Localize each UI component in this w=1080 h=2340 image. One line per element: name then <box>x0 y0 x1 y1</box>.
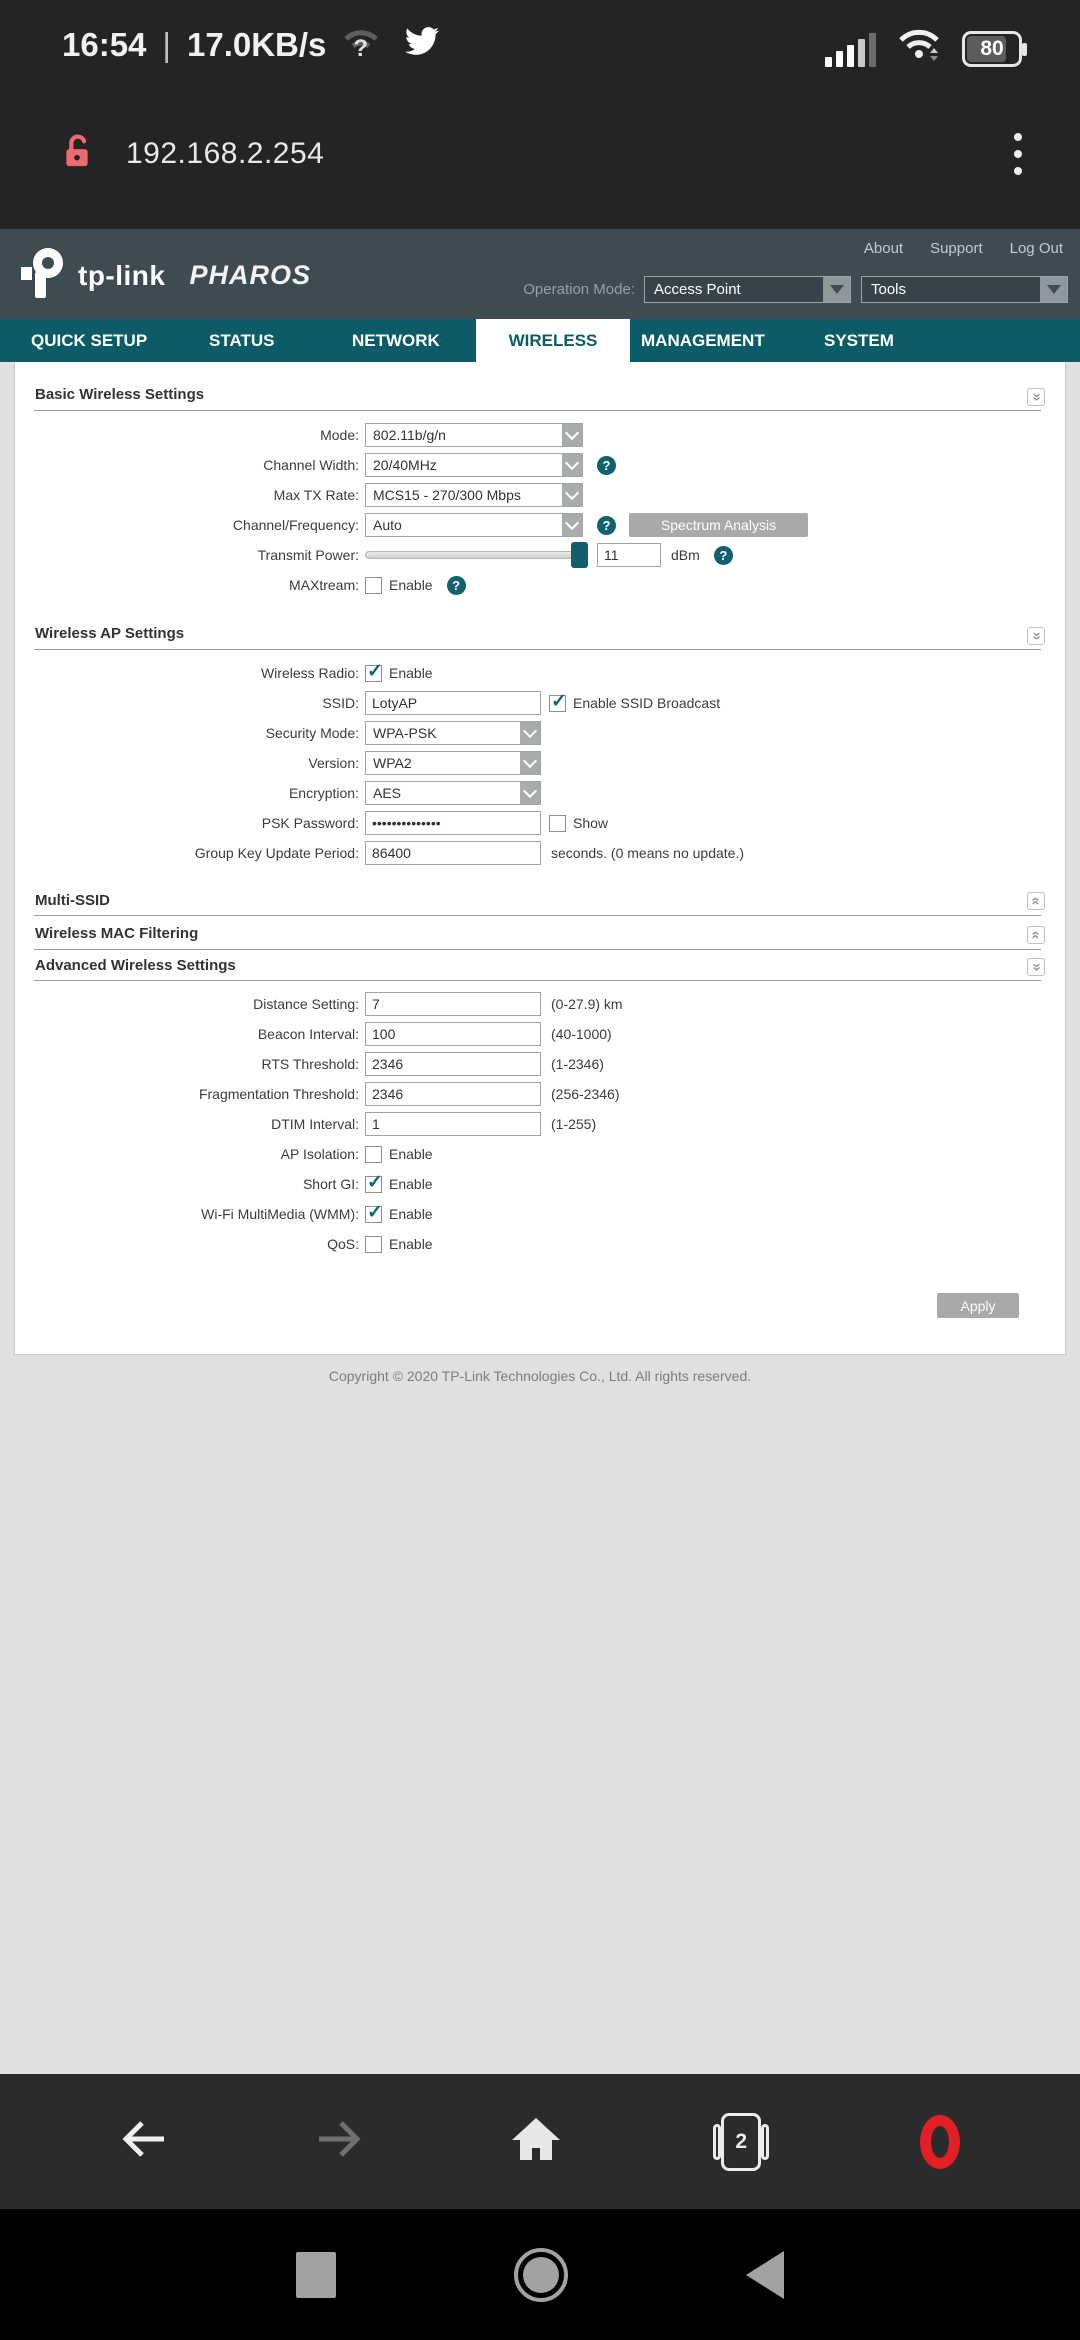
channel-frequency-label: Channel/Frequency: <box>232 517 359 533</box>
group-key-row <box>15 838 1065 868</box>
ap-isolation-row <box>15 1139 1065 1169</box>
home-nav-button[interactable] <box>514 2248 568 2302</box>
security-mode-label: Security Mode: <box>265 725 359 741</box>
rts-threshold-row <box>15 1049 1065 1079</box>
transmit-power-label: Transmit Power: <box>257 547 359 563</box>
select-arrow-icon[interactable] <box>520 752 540 774</box>
transmit-power-input[interactable] <box>597 543 661 567</box>
signal-strength-icon <box>825 33 876 67</box>
security-mode-select[interactable]: WPA-PSK <box>365 721 541 745</box>
twitter-icon <box>402 24 442 66</box>
version-row <box>15 748 1065 778</box>
maxtream-label: MAXtream: <box>288 577 359 593</box>
beacon-interval-row <box>15 1019 1065 1049</box>
help-icon[interactable]: ? <box>597 516 616 535</box>
tab-quick-setup[interactable]: QUICK SETUP <box>31 330 148 350</box>
support-link[interactable]: Support <box>930 240 983 257</box>
wifi-status-icon <box>896 24 942 67</box>
dtim-interval-input[interactable] <box>365 1112 541 1136</box>
header-controls <box>523 276 1068 303</box>
site-header <box>0 229 1080 319</box>
select-arrow-icon[interactable] <box>520 722 540 744</box>
select-arrow-icon[interactable] <box>562 424 582 446</box>
distance-setting-label: Distance Setting: <box>253 996 359 1012</box>
tab-wireless[interactable]: WIRELESS <box>476 319 630 362</box>
help-icon[interactable]: ? <box>714 546 733 565</box>
maxtream-row <box>15 570 1065 600</box>
rts-threshold-input[interactable] <box>365 1052 541 1076</box>
psk-password-input[interactable] <box>365 811 541 835</box>
fragmentation-threshold-input[interactable] <box>365 1082 541 1106</box>
select-arrow-icon[interactable] <box>562 514 582 536</box>
dtim-interval-hint: (1-255) <box>551 1116 597 1132</box>
beacon-interval-label: Beacon Interval: <box>257 1026 359 1042</box>
slider-handle[interactable] <box>571 542 588 568</box>
security-mode-row <box>15 718 1065 748</box>
beacon-interval-hint: (40-1000) <box>551 1026 612 1042</box>
collapse-advanced-button[interactable]: « <box>1027 958 1045 976</box>
expand-multi-ssid-button[interactable]: « <box>1027 892 1045 910</box>
distance-setting-row <box>15 989 1065 1019</box>
apply-button[interactable]: Apply <box>937 1293 1019 1318</box>
tab-count: 2 <box>721 2113 761 2171</box>
dtim-interval-row <box>15 1109 1065 1139</box>
section-title-basic: Basic Wireless Settings <box>35 386 205 403</box>
status-bar <box>0 0 1080 90</box>
transmit-power-slider[interactable] <box>365 551 587 559</box>
checkmark-icon: ✓ <box>551 690 567 712</box>
wireless-settings-panel <box>14 362 1066 1355</box>
channel-width-row <box>15 450 1065 480</box>
operation-mode-label: Operation Mode: <box>523 281 635 298</box>
max-tx-rate-select[interactable]: MCS15 - 270/300 Mbps <box>365 483 583 507</box>
show-password-checkbox[interactable]: Show <box>549 815 608 832</box>
battery-icon <box>962 31 1022 67</box>
checkmark-icon: ✓ <box>367 660 383 682</box>
section-title-mac-filtering: Wireless MAC Filtering <box>35 925 199 942</box>
operation-mode-select[interactable]: Access Point <box>644 276 851 303</box>
brand <box>20 246 311 305</box>
qos-label: QoS: <box>327 1236 359 1252</box>
wmm-checkbox[interactable]: ✓ Enable <box>367 1201 433 1223</box>
battery-percent: 80 <box>980 36 1004 60</box>
tab-management[interactable]: MANAGEMENT <box>641 330 765 350</box>
help-icon[interactable]: ? <box>597 456 616 475</box>
select-arrow-icon[interactable] <box>562 454 582 476</box>
wmm-row <box>15 1199 1065 1229</box>
short-gi-row <box>15 1169 1065 1199</box>
channel-frequency-row <box>15 510 1065 540</box>
about-link[interactable]: About <box>863 240 904 257</box>
main-nav <box>0 319 1080 362</box>
ssid-broadcast-checkbox[interactable]: ✓ Enable SSID Broadcast <box>551 690 721 712</box>
insecure-lock-icon <box>60 130 94 179</box>
section-title-multi-ssid: Multi-SSID <box>35 892 110 909</box>
wireless-radio-row <box>15 658 1065 688</box>
tplink-logo-icon <box>20 246 68 305</box>
beacon-interval-input[interactable] <box>365 1022 541 1046</box>
encryption-select[interactable]: AES <box>365 781 541 805</box>
status-divider: | <box>162 26 171 63</box>
group-key-label: Group Key Update Period: <box>194 845 359 861</box>
channel-frequency-select[interactable]: Auto <box>365 513 583 537</box>
distance-setting-hint: (0-27.9) km <box>551 996 623 1012</box>
url-text[interactable]: 192.168.2.254 <box>126 137 325 170</box>
expand-mac-filtering-button[interactable]: « <box>1027 926 1045 944</box>
group-key-hint: seconds. (0 means no update.) <box>551 845 745 861</box>
dropdown-arrow-icon[interactable] <box>1040 277 1067 302</box>
wireless-radio-checkbox[interactable]: ✓ Enable <box>367 660 433 682</box>
brand-name: tp-link <box>78 259 166 291</box>
ssid-label: SSID: <box>322 695 359 711</box>
channel-width-select[interactable]: 20/40MHz <box>365 453 583 477</box>
tools-select[interactable]: Tools <box>861 276 1068 303</box>
help-icon[interactable]: ? <box>447 576 466 595</box>
mode-row <box>15 420 1065 450</box>
home-button[interactable] <box>510 2116 562 2167</box>
browser-toolbar <box>0 2074 1080 2209</box>
network-speed: 17.0KB/s <box>186 26 327 63</box>
short-gi-checkbox[interactable]: ✓ Enable <box>367 1171 433 1193</box>
copyright-text: Copyright © 2020 TP-Link Technologies Co., Ltd. All rights reserved. <box>328 1368 752 1384</box>
header-links <box>864 240 1063 257</box>
browser-chrome <box>0 0 1080 229</box>
dbm-unit: dBm <box>671 547 700 563</box>
qos-checkbox[interactable]: Enable <box>365 1236 433 1253</box>
back-button[interactable] <box>120 2118 168 2165</box>
wireless-radio-label: Wireless Radio: <box>260 665 359 681</box>
encryption-label: Encryption: <box>288 785 359 801</box>
encryption-row <box>15 778 1065 808</box>
forward-button[interactable] <box>315 2118 363 2165</box>
logout-link[interactable]: Log Out <box>1009 240 1063 257</box>
max-tx-rate-label: Max TX Rate: <box>273 487 359 503</box>
fragmentation-threshold-label: Fragmentation Threshold: <box>198 1086 359 1102</box>
checkmark-icon: ✓ <box>367 1201 383 1223</box>
qos-row <box>15 1229 1065 1259</box>
transmit-power-row <box>15 540 1065 570</box>
spectrum-analysis-button[interactable]: Spectrum Analysis <box>629 513 808 537</box>
collapse-basic-button[interactable]: « <box>1027 388 1045 406</box>
group-key-input[interactable] <box>365 841 541 865</box>
mode-label: Mode: <box>320 427 359 443</box>
section-title-advanced: Advanced Wireless Settings <box>35 957 236 974</box>
tab-status[interactable]: STATUS <box>209 330 275 350</box>
short-gi-label: Short GI: <box>302 1176 359 1192</box>
maxtream-checkbox[interactable]: Enable <box>365 577 433 594</box>
fragmentation-threshold-hint: (256-2346) <box>551 1086 620 1102</box>
section-title-ap: Wireless AP Settings <box>35 625 185 642</box>
mode-select[interactable]: 802.11b/g/n <box>365 423 583 447</box>
rts-threshold-label: RTS Threshold: <box>261 1056 359 1072</box>
android-nav-bar <box>0 2209 1080 2340</box>
ssid-row <box>15 688 1065 718</box>
distance-setting-input[interactable] <box>365 992 541 1016</box>
browser-menu-icon[interactable] <box>1008 127 1028 181</box>
version-select[interactable]: WPA2 <box>365 751 541 775</box>
psk-password-label: PSK Password: <box>261 815 359 831</box>
max-tx-rate-row <box>15 480 1065 510</box>
back-nav-button[interactable] <box>746 2251 784 2299</box>
clock: 16:54 <box>62 26 147 63</box>
ap-isolation-label: AP Isolation: <box>280 1146 359 1162</box>
select-arrow-icon[interactable] <box>562 484 582 506</box>
collapse-ap-button[interactable]: « <box>1027 627 1045 645</box>
channel-width-label: Channel Width: <box>263 457 359 473</box>
product-name: PHAROS <box>189 260 312 290</box>
tab-switcher-button[interactable] <box>709 2113 773 2171</box>
select-arrow-icon[interactable] <box>520 782 540 804</box>
address-bar[interactable] <box>0 108 1080 200</box>
dropdown-arrow-icon[interactable] <box>823 277 850 302</box>
rts-threshold-hint: (1-2346) <box>551 1056 604 1072</box>
tab-network[interactable]: NETWORK <box>352 330 440 350</box>
status-right <box>825 24 1022 67</box>
opera-menu-button[interactable] <box>920 2115 960 2169</box>
ssid-input[interactable] <box>365 691 541 715</box>
wmm-label: Wi-Fi MultiMedia (WMM): <box>201 1206 359 1222</box>
dtim-interval-label: DTIM Interval: <box>271 1116 359 1132</box>
version-label: Version: <box>308 755 359 771</box>
fragmentation-threshold-row <box>15 1079 1065 1109</box>
tab-system[interactable]: SYSTEM <box>824 330 894 350</box>
recent-apps-button[interactable] <box>296 2252 336 2298</box>
status-left <box>62 24 442 66</box>
wifi-question-icon: ? <box>342 25 380 65</box>
psk-password-row <box>15 808 1065 838</box>
checkmark-icon: ✓ <box>367 1171 383 1193</box>
ap-isolation-checkbox[interactable]: Enable <box>365 1146 433 1163</box>
